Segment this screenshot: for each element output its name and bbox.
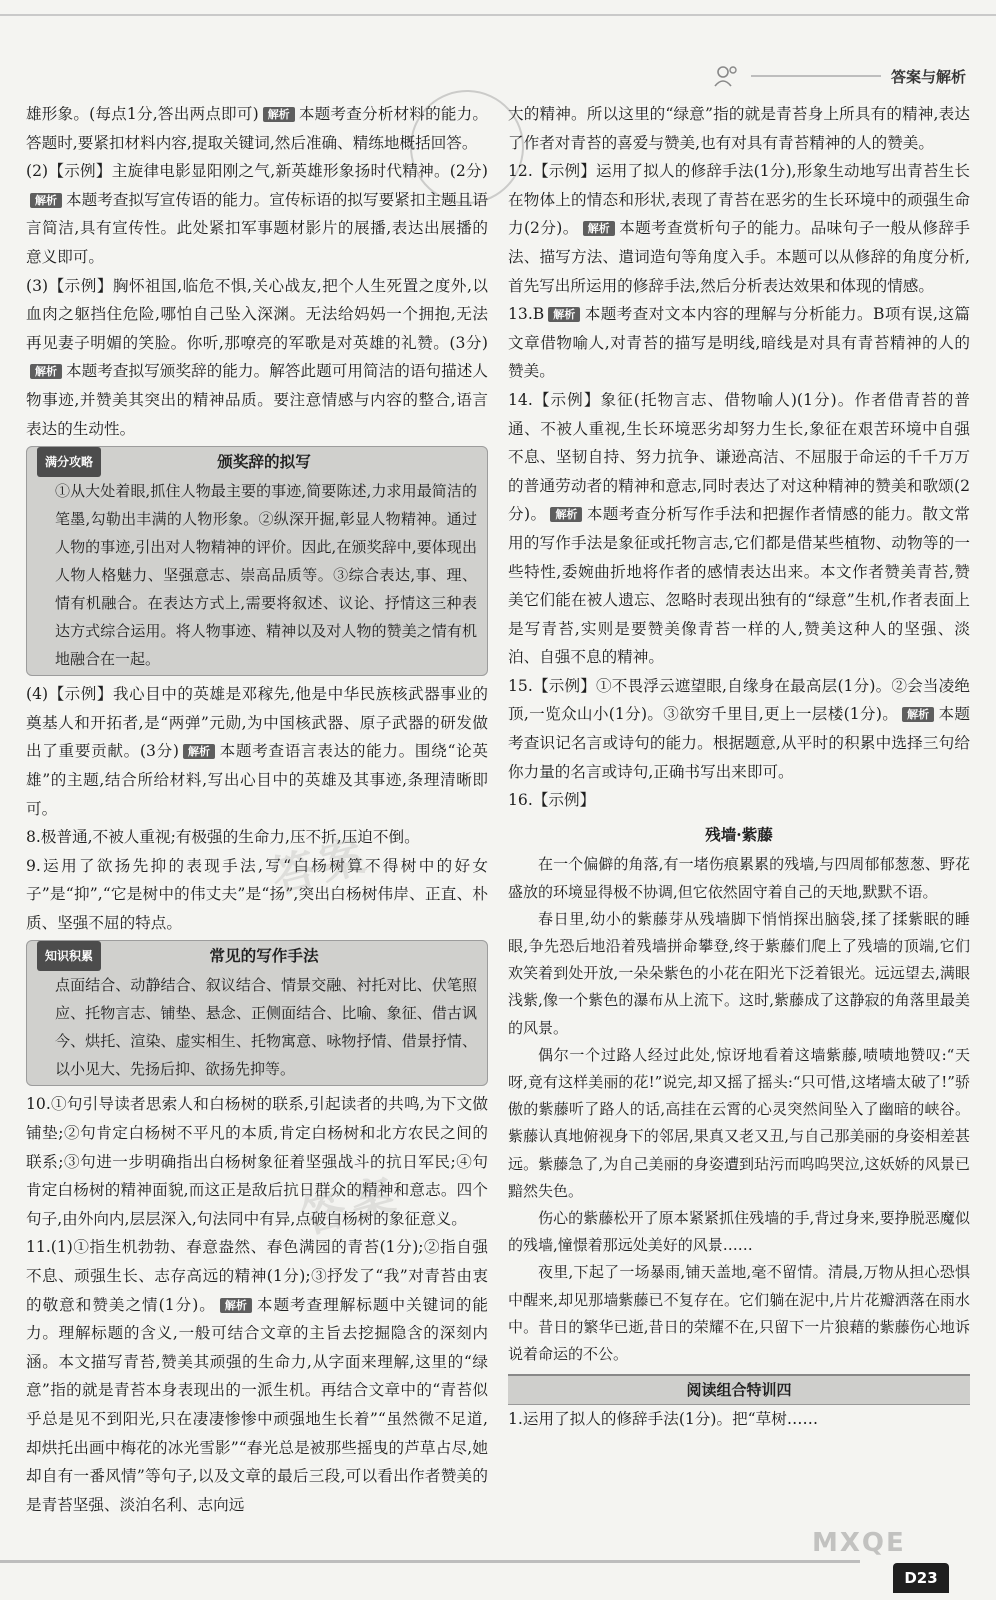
answer-11: 11.(1)①指生机勃勃、春意盎然、春色满园的青苔(1分);②指自强不息、顽强生长、志存高远的精神(1分);③抒发了“我”对青苔由衷的敬意和赞美之情(1分)。 解析 本题考查理解标题中关键词的能力。理解标题的含义,一般可结合文章的主旨去挖掘隐含的深刻内涵。本文描写青苔,赞美其顽强的生命力,从字面来理解,这里的“绿意”指的就是青苔本身表现出的一派生机。再结合文章中的“青苔似乎总是见不到阳光,只在凄凄惨惨中顽强地生长着”“虽然微不足道,却烘托出画中梅花的冰光雪影”“春光总是被那些摇曳的芦草占尽,她却自有一番风情”等句子,以及文章的最后三段,可以看出作者赞美的是青苔坚强、淡泊名利、志向远 bbox=[26, 1238, 488, 1514]
watermark: 答案 bbox=[266, 828, 377, 904]
analysis-tag: 解析 bbox=[902, 707, 934, 722]
answer-7-3: (3)【示例】胸怀祖国,临危不惧,关心战友,把个人生死置之度外,以血肉之躯挡住危险,哪怕自己坠入深渊。无法给妈妈一个拥抱,无法再见妻子明媚的笑脸。你听,那嘹亮的军歌是对英雄的礼赞。(3分)解析 本题考查拟写颁奖辞的能力。解答此题可用简洁的语句描述人物事迹,并赞美其突出的精神品质。要注意情感与内容的整合,语言表达的生动性。 bbox=[26, 276, 488, 438]
analysis-tag: 解析 bbox=[583, 221, 615, 236]
answer-8: 8.极普通,不被人重视;有极强的生命力,压不折,压迫不倒。 bbox=[26, 828, 420, 847]
page-number: D23 bbox=[893, 1563, 949, 1593]
essay-paragraph: 伤心的紫藤松开了原本紧紧抓住残墙的手,背过身来,要挣脱恶魔似的残墙,憧憬着那远处美好的风景…… bbox=[508, 1209, 970, 1255]
header-rule bbox=[751, 75, 881, 77]
essay-paragraph: 偶尔一个过路人经过此处,惊讶地看着这墙紫藤,啧啧地赞叹:“天呀,竟有这样美丽的花!”说完,却又摇了摇头:“只可惜,这堵墙太破了!”骄傲的紫藤听了路人的话,高挂在云霄的心灵突然间坠入了幽暗的峡谷。紫藤认真地俯视身下的邻居,果真又老又丑,与自己那美丽的身姿相差甚远。紫藤急了,为自己美丽的身姿遭到玷污而呜呜哭泣,这妖娇的风景已黯然失色。 bbox=[508, 1045, 970, 1200]
left-column bbox=[26, 100, 488, 1519]
analysis-tag: 解析 bbox=[30, 193, 62, 208]
right-column bbox=[508, 100, 970, 1434]
header-title: 答案与解析 bbox=[890, 67, 966, 86]
answer-14: 14.【示例】象征(托物言志、借物喻人)(1分)。作者借青苔的普通、不被人重视,生长环境恶劣却努力生长,象征在艰苦环境中自强不息、坚韧自持、努力抗争、谦逊高洁、不屈服于命运的千千万万的普通劳动者的精神和意志,同时表达了对这种精神的赞美和歌颂(2分)。 解析 本题考查分析写作手法和把握作者情感的能力。散文常用的写作手法是象征或托物言志,它们都是借某些植物、动物等的一些特性,委婉曲折地将作者的感情表达出来。本文作者赞美青苔,赞美它们能在被人遗忘、忽略时表现出独有的“绿意”生机,作者表面上是写青苔,实则是要赞美像青苔一样的人,赞美这种人的坚强、淡泊、自强不息的精神。 bbox=[508, 390, 970, 667]
essay-paragraph: 夜里,下起了一场暴雨,铺天盖地,毫不留情。清晨,万物从担心恐惧中醒来,却见那墙紫藤已不复存在。它们躺在泥中,片片花瓣洒落在雨水中。昔日的繁华已逝,昔日的荣耀不在,只留下一片狼藉的紫藤伤心地诉说着命运的不公。 bbox=[508, 1263, 970, 1364]
answer-15: 15.【示例】①不畏浮云遮望眼,自缘身在最高层(1分)。②会当凌绝顶,一览众山小(1分)。③欲穷千里目,更上一层楼(1分)。 解析 本题考查识记名言或诗句的能力。根据题意,从平时的积累中选择三句给你力量的名言或诗句,正确书写出来即可。 bbox=[508, 676, 970, 781]
analysis-tag: 解析 bbox=[183, 744, 215, 759]
tips-text: ①从大处着眼,抓住人物最主要的事迹,简要陈述,力求用最简洁的笔墨,勾勒出丰满的人物形象。②纵深开掘,彰显人物精神。通过人物的事迹,引出对人物精神的评价。因此,在颁奖辞中,要体现出人物人格魅力、坚强意志、崇高品质等。③综合表达,事、理、情有机融合。在表达方式上,需要将叙述、议论、抒情这三种表达方式综合运用。将人物事迹、精神以及对人物的赞美之情有机地融合在一起。 bbox=[55, 482, 477, 669]
essay-paragraph: 春日里,幼小的紫藤芽从残墙脚下悄悄探出脑袋,揉了揉紫眠的睡眼,争先恐后地沿着残墙拼命攀登,终于紫藤们爬上了残墙的顶端,它们欢笑着到处开放,一朵朵紫色的小花在阳光下泛着银光。远远望去,满眼浅紫,像一个紫色的瀑布从上流下。这时,紫藤成了这静寂的角落里最美的风景。 bbox=[508, 909, 970, 1037]
bottom-rule bbox=[0, 1560, 860, 1563]
section-answer-1: 1.运用了拟人的修辞手法(1分)。把“草树…… bbox=[508, 1410, 819, 1429]
knowledge-text: 点面结合、动静结合、叙议结合、情景交融、衬托对比、伏笔照应、托物言志、铺垫、悬念、正侧面结合、比喻、象征、借古讽今、烘托、渲染、虚实相生、托物寓意、咏物抒情、借景抒情、以小见大、先扬后抑、欲扬先抑等。 bbox=[55, 976, 477, 1079]
essay-paragraph: 在一个偏僻的角落,有一堵伤痕累累的残墙,与四周郁郁葱葱、野花盛放的环境显得极不协调,但它依然固守着自己的天地,默默不语。 bbox=[508, 855, 970, 901]
page-header bbox=[713, 60, 966, 92]
analysis-tag: 解析 bbox=[30, 364, 62, 379]
answer-7-2: (2)【示例】主旋律电影显阳刚之气,新英雄形象扬时代精神。(2分)解析 本题考查拟写宣传语的能力。宣传标语的拟写要紧扣主题且语言简洁,具有宣传性。此处紧扣军事题材影片的展播,表达出展播的意义即可。 bbox=[26, 162, 488, 266]
watermark: 答案 bbox=[296, 1168, 407, 1244]
analysis-tag: 解析 bbox=[548, 307, 580, 322]
answer-12: 12.【示例】运用了拟人的修辞手法(1分),形象生动地写出青苔生长在物体上的情态和形状,表现了青苔在恶劣的生长环境中的顽强生命力(2分)。 解析 本题考查赏析句子的能力。品味句子一般从修辞手法、描写方法、遣词造句等角度入手。本题可以从修辞的角度分析,首先写出所运用的修辞手法,然后分析表达效果和体现的情感。 bbox=[508, 162, 970, 295]
answer-9: 9.运用了欲扬先抑的表现手法,写“白杨树算不得树中的好女子”是“抑”,“它是树中的伟丈夫”是“扬”,突出白杨树伟岸、正直、朴质、坚强不屈的特点。 bbox=[26, 856, 488, 932]
tips-title: 颁奖辞的拟写 bbox=[217, 452, 311, 472]
essay-title: 残墙·紫藤 bbox=[705, 824, 773, 844]
tips-box-award-speech bbox=[26, 446, 488, 676]
answer-11-end: 大的精神。所以这里的“绿意”指的就是青苔身上所具有的精神,表达了作者对青苔的喜爱与赞美,也有对具有青苔精神的人的赞美。 bbox=[508, 105, 970, 152]
analysis-tag: 解析 bbox=[220, 1298, 252, 1313]
analysis-tag: 解析 bbox=[263, 107, 295, 122]
tips-box-writing-techniques bbox=[26, 940, 488, 1086]
people-icon bbox=[713, 64, 741, 88]
watermark-logo: MXQE bbox=[812, 1528, 906, 1558]
tips-label: 满分攻略 bbox=[37, 447, 101, 477]
answer-10: 10.①句引导读者思索人和白杨树的联系,引起读者的共鸣,为下文做铺垫;②句肯定白杨树不平凡的本质,肯定白杨树和北方农民之间的联系;③句进一步明确指出白杨树象征着坚强战斗的抗日军民;④句肯定白杨树的精神面貌,而这正是敌后抗日群众的精神和意志。四个句子,由外向内,层层深入,句法同中有异,点破白杨树的象征意义。 bbox=[26, 1095, 488, 1228]
knowledge-title: 常见的写作手法 bbox=[209, 946, 319, 966]
section-heading: 阅读组合特训四 bbox=[508, 1374, 970, 1405]
sample-essay bbox=[508, 821, 970, 1368]
top-rule bbox=[0, 14, 996, 16]
analysis-tag: 解析 bbox=[550, 507, 582, 522]
knowledge-label: 知识积累 bbox=[37, 941, 101, 971]
answer-13: 13.B 解析 本题考查对文本内容的理解与分析能力。B项有误,这篇文章借物喻人,对青苔的描写是明线,暗线是对具有青苔精神的人的赞美。 bbox=[508, 305, 970, 381]
answer-7-4: (4)【示例】我心目中的英雄是邓稼先,他是中华民族核武器事业的奠基人和开拓者,是“两弹”元勋,为中国核武器、原子武器的研发做出了重要贡献。(3分) 解析 本题考查语言表达的能力。围绕“论英雄”的主题,结合所给材料,写出心目中的英雄及其事迹,条理清晰即可。 bbox=[26, 685, 488, 818]
answer-7-2-end: 雄形象。(每点1分,答出两点即可) 解析 本题考查分析材料的能力。答题时,要紧扣材料内容,提取关键词,然后准确、精练地概括回答。 bbox=[26, 105, 488, 152]
answer-16: 16.【示例】 bbox=[508, 791, 596, 810]
